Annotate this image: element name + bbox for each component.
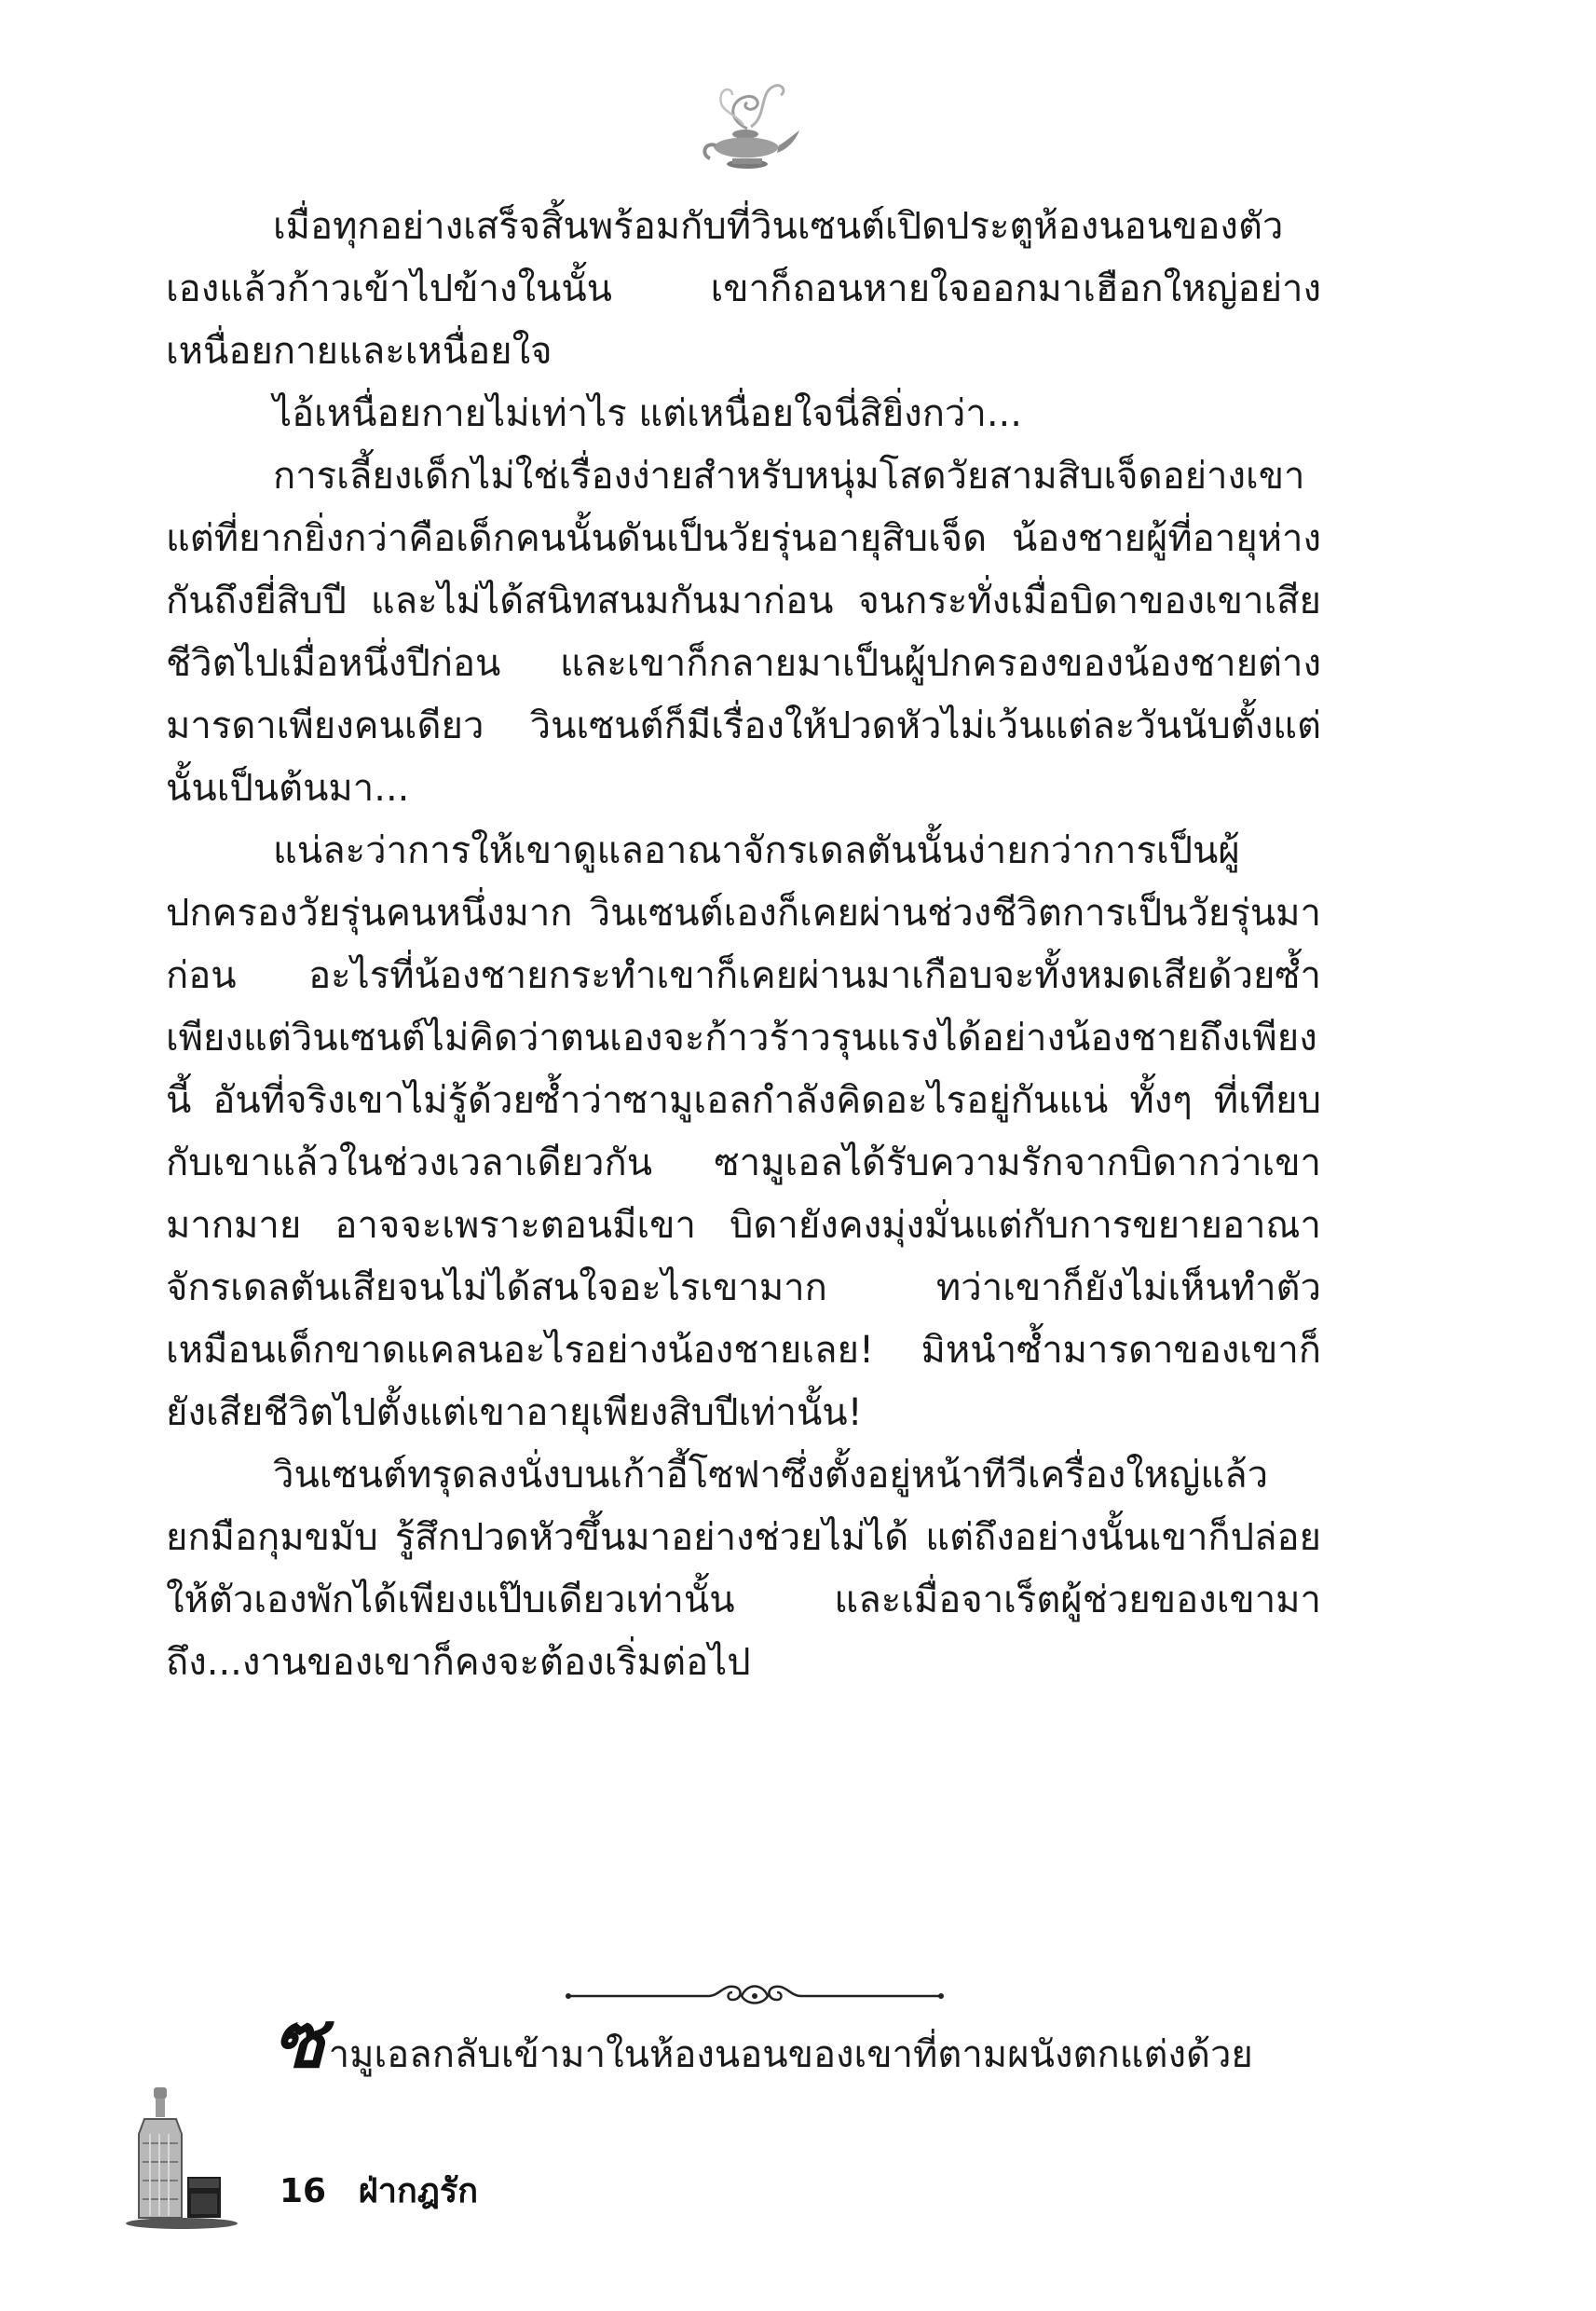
book-title: ฝ่ากฎรัก bbox=[358, 2172, 479, 2210]
decanter-glass-icon bbox=[116, 2078, 256, 2236]
paragraph: การเลี้ยงเด็กไม่ใช่เรื่องง่ายสำหรับหนุ่มโสดวัยสามสิบเจ็ดอย่างเขา แต่ที่ยากยิ่งกว่าคือเด็กคนนั้นดันเป็นวัยรุ่นอายุสิบเจ็ด น้องชายผู้ที่อายุห่างกันถึงยี่สิบปี และไม่ได้สนิทสนมกันมาก่อน จนกระทั่งเมื่อบิดาของเขาเสียชีวิตไปเมื่อหนึ่งปีก่อน และเขาก็กลายมาเป็นผู้ปกครองของน้องชายต่างมารดาเพียงคนเดียว วินเซนต์ก็มีเรื่องให้ปวดหัวไม่เว้นแต่ละวันนับตั้งแต่นั้นเป็นต้นมา... bbox=[166, 455, 1321, 810]
body-text bbox=[166, 196, 1321, 1694]
drop-cap: ซ bbox=[273, 1996, 325, 2085]
swirl-divider-icon bbox=[559, 1974, 950, 2011]
paragraph: ไอ้เหนื่อยกายไม่เท่าไร แต่เหนื่อยใจนี่สิยิ่งกว่า... bbox=[273, 392, 1022, 435]
page-number: 16 bbox=[280, 2172, 327, 2210]
paragraph: วินเซนต์ทรุดลงนั่งบนเก้าอี้โซฟาซึ่งตั้งอยู่หน้าทีวีเครื่องใหญ่แล้วยกมือกุมขมับ รู้สึกปวดหัวขึ้นมาอย่างช่วยไม่ได้ แต่ถึงอย่างนั้นเขาก็ปล่อยให้ตัวเองพักได้เพียงแป๊บเดียวเท่านั้น และเมื่อจาเร็ตผู้ช่วยของเขามาถึง...งานของเขาก็คงจะต้องเริ่มต่อไป bbox=[166, 1454, 1321, 1684]
page-footer bbox=[280, 2164, 478, 2217]
paragraph: แน่ละว่าการให้เขาดูแลอาณาจักรเดลตันนั้นง่ายกว่าการเป็นผู้ปกครองวัยรุ่นคนหนึ่งมาก วินเซนต์เองก็เคยผ่านช่วงชีวิตการเป็นวัยรุ่นมาก่อน อะไรที่น้องชายกระทำเขาก็เคยผ่านมาเกือบจะทั้งหมดเสียด้วยซ้ำ เพียงแต่วินเซนต์ไม่คิดว่าตนเองจะก้าวร้าวรุนแรงได้อย่างน้องชายถึงเพียงนี้ อันที่จริงเขาไม่รู้ด้วยซ้ำว่าซามูเอลกำลังคิดอะไรอยู่กันแน่ ทั้งๆ ที่เทียบกับเขาแล้วในช่วงเวลาเดียวกัน ซามูเอลได้รับความรักจากบิดากว่าเขามากมาย อาจจะเพราะตอนมีเขา บิดายังคงมุ่งมั่นแต่กับการขยายอาณาจักรเดลตันเสียจนไม่ได้สนใจอะไรเขามาก ทว่าเขาก็ยังไม่เห็นทำตัวเหมือนเด็กขาดแคลนอะไรอย่างน้องชายเลย! มิหนำซ้ำมารดาของเขาก็ยังเสียชีวิตไปตั้งแต่เขาอายุเพียงสิบปีเท่านั้น! bbox=[166, 829, 1321, 1434]
genie-lamp-icon bbox=[689, 75, 801, 177]
paragraph: เมื่อทุกอย่างเสร็จสิ้นพร้อมกับที่วินเซนต์เปิดประตูห้องนอนของตัวเองแล้วก้าวเข้าไปข้างในนั้น เขาก็ถอนหายใจออกมาเฮือกใหญ่อย่างเหนื่อยกายและเหนื่อยใจ bbox=[166, 205, 1321, 373]
final-paragraph-text: ามูเอลกลับเข้ามาในห้องนอนของเขาที่ตามผนังตกแต่งด้วย bbox=[328, 2033, 1253, 2076]
final-paragraph bbox=[166, 1996, 1321, 2086]
